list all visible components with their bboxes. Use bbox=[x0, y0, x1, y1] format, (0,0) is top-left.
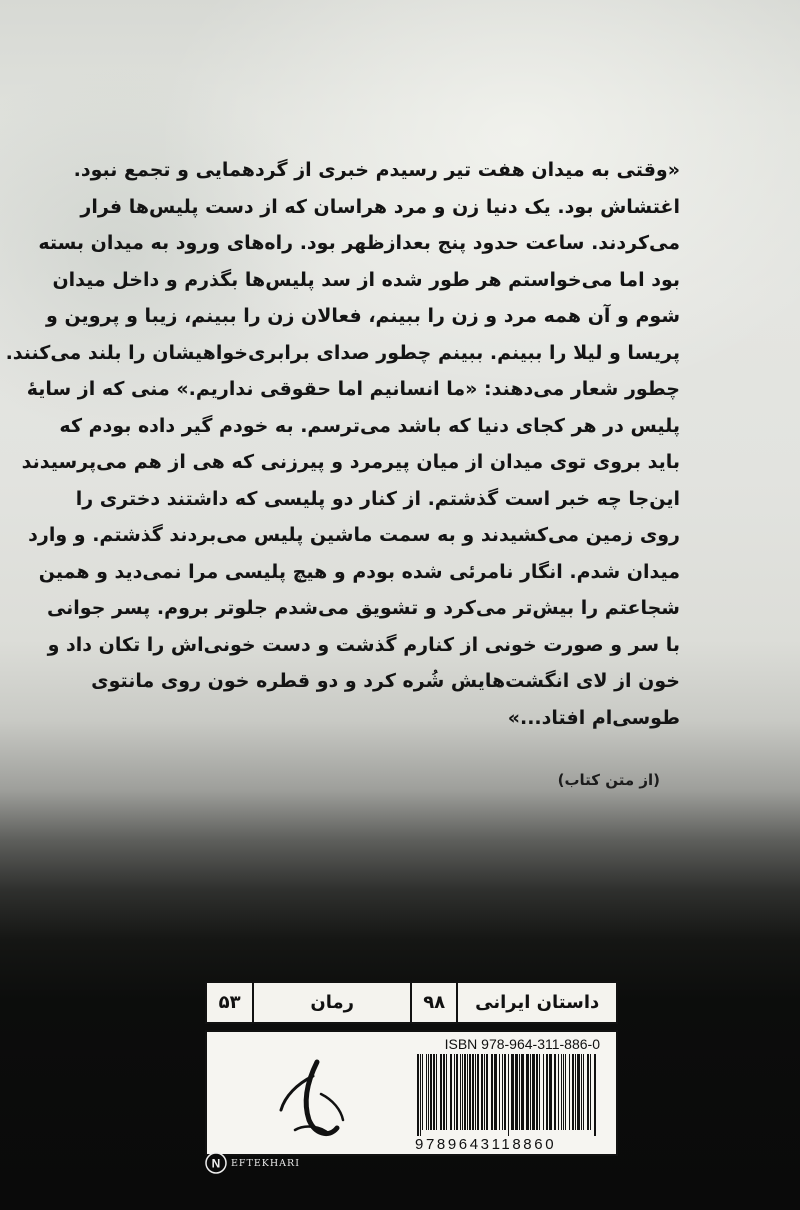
quote-line: می‌کردند. ساعت حدود پنج بعدازظهر بود. راه‌های ورود به میدان بسته bbox=[38, 232, 680, 254]
quote-line: با سر و صورت خونی از کنارم گذشت و دست خونی‌اش را تکان داد و bbox=[47, 633, 680, 656]
barcode-bar bbox=[467, 1054, 468, 1130]
barcode-bar bbox=[469, 1054, 471, 1130]
barcode-bar bbox=[563, 1054, 564, 1130]
barcode-bar bbox=[440, 1054, 442, 1130]
publisher-name: EFTEKHARI bbox=[231, 1157, 300, 1169]
svg-text:N: N bbox=[211, 1156, 221, 1171]
barcode-bars bbox=[415, 1054, 601, 1136]
back-cover-quote bbox=[5, 152, 680, 736]
quote-line: روی زمین می‌کشیدند و به سمت ماشین پلیس می‌بردند گذشتم. و وارد bbox=[28, 524, 680, 546]
barcode-bar bbox=[430, 1054, 432, 1130]
quote-line: خون از لای انگشت‌هایش شُره کرد و دو قطره خون روی مانتوی bbox=[91, 670, 680, 692]
publisher-mark bbox=[205, 1152, 300, 1174]
barcode-bar bbox=[577, 1054, 580, 1130]
quote-line: شجاعتم را بیش‌تر می‌کرد و تشویق می‌شدم جلوتر بروم. پسر جوانی bbox=[46, 597, 680, 619]
barcode-bar bbox=[511, 1054, 514, 1130]
barcode-bar bbox=[481, 1054, 483, 1130]
barcode-bar bbox=[583, 1054, 584, 1130]
quote-line: پریسا و لیلا را ببینم. ببینم چطور صدای برابری‌خواهیشان را بلند می‌کنند. bbox=[5, 341, 680, 364]
barcode-bar bbox=[446, 1054, 447, 1130]
barcode-bar bbox=[417, 1054, 419, 1136]
barcode-bar bbox=[428, 1054, 429, 1130]
quote-line: طوسی‌ام افتاد...» bbox=[507, 706, 680, 729]
publisher-logo-mark bbox=[225, 1054, 400, 1146]
barcode-bar bbox=[561, 1054, 562, 1130]
barcode-bar bbox=[477, 1054, 479, 1130]
quote-line: بود اما می‌خواستم هر طور شده از سد پلیس‌ها بگذرم و داخل میدان bbox=[52, 268, 680, 291]
barcode-panel bbox=[205, 1030, 618, 1156]
barcode-bar bbox=[475, 1054, 476, 1130]
barcode-bar bbox=[519, 1054, 520, 1130]
barcode-bar bbox=[426, 1054, 427, 1130]
barcode-bar bbox=[543, 1054, 544, 1130]
barcode-bar bbox=[546, 1054, 548, 1130]
barcode-bar bbox=[491, 1054, 493, 1130]
barcode-bar bbox=[575, 1054, 576, 1130]
barcode-bar bbox=[504, 1054, 506, 1130]
barcode-bar bbox=[558, 1054, 559, 1130]
quote-line: شوم و آن همه مرد و زن را ببینم، فعالان زن را ببینم، زیبا و پروین و bbox=[46, 305, 680, 327]
barcode-bar bbox=[443, 1054, 445, 1130]
barcode-bar bbox=[536, 1054, 538, 1130]
barcode-bar bbox=[486, 1054, 488, 1130]
genre-label: رمان bbox=[252, 983, 410, 1022]
quote-source: (از متن کتاب) bbox=[557, 771, 660, 789]
barcode-bar bbox=[554, 1054, 556, 1130]
barcode-bar bbox=[484, 1054, 485, 1130]
barcode-bar bbox=[464, 1054, 466, 1130]
barcode-bar bbox=[587, 1054, 589, 1130]
barcode-digits: 9789643118860 bbox=[415, 1136, 557, 1153]
quote-line: باید بروی توی میدان از میان پیرمرد و پیرزنی که هی از هم می‌پرسیدند bbox=[21, 451, 680, 473]
barcode-bar bbox=[433, 1054, 435, 1130]
barcode-bar bbox=[590, 1054, 591, 1130]
quote-line: این‌جا چه خبر است گذشتم. از کنار دو پلیسی که داشتند دختری را bbox=[75, 487, 680, 510]
barcode-bar bbox=[549, 1054, 552, 1130]
barcode-bar bbox=[494, 1054, 497, 1130]
barcode-bar bbox=[594, 1054, 596, 1136]
barcode-bar bbox=[530, 1054, 531, 1130]
quote-line: «وقتی به میدان هفت تیر رسیدم خبری از گردهمایی و تجمع نبود. bbox=[73, 159, 680, 181]
barcode-bar bbox=[515, 1054, 518, 1130]
barcode-bar bbox=[420, 1054, 421, 1136]
barcode-bar bbox=[572, 1054, 574, 1130]
barcode-bar bbox=[450, 1054, 452, 1130]
barcode-bar bbox=[499, 1054, 500, 1130]
barcode-bar bbox=[569, 1054, 570, 1130]
series-info-bar bbox=[205, 981, 618, 1024]
quote-line: پلیس در هر کجای دنیا که باشد می‌ترسم. به خودم گیر داده بودم که bbox=[59, 414, 680, 437]
barcode-bar bbox=[539, 1054, 540, 1130]
quote-line: اغتشاش بود. یک دنیا زن و مرد هراسان که از دست پلیس‌ها فرار bbox=[80, 195, 680, 218]
barcode-bar bbox=[460, 1054, 461, 1130]
barcode-bar bbox=[581, 1054, 582, 1130]
barcode-bar bbox=[462, 1054, 463, 1130]
barcode-bar bbox=[502, 1054, 503, 1130]
quote-line: چطور شعار می‌دهند: «ما انسانیم اما حقوقی نداریم.» منی که از سایهٔ bbox=[26, 378, 680, 400]
barcode-bar bbox=[565, 1054, 566, 1130]
barcode-bar bbox=[521, 1054, 524, 1130]
publisher-badge-icon bbox=[205, 1152, 227, 1174]
barcode-bar bbox=[508, 1054, 509, 1136]
barcode-bar bbox=[454, 1054, 455, 1130]
barcode-bar bbox=[472, 1054, 474, 1130]
barcode-bar bbox=[456, 1054, 458, 1130]
barcode-bar bbox=[422, 1054, 423, 1130]
series-number: ۹۸ bbox=[410, 983, 456, 1022]
quote-line: میدان شدم. انگار نامرئی شده بودم و هیچ پلیسی مرا نمی‌دید و همین bbox=[38, 560, 680, 583]
barcode-bar bbox=[532, 1054, 535, 1130]
isbn-label: ISBN 978-964-311-886-0 bbox=[444, 1036, 600, 1052]
series-name: داستان ایرانی bbox=[456, 983, 616, 1022]
barcode-bar bbox=[526, 1054, 529, 1130]
genre-number: ۵۳ bbox=[218, 992, 241, 1013]
barcode-bar bbox=[436, 1054, 437, 1130]
